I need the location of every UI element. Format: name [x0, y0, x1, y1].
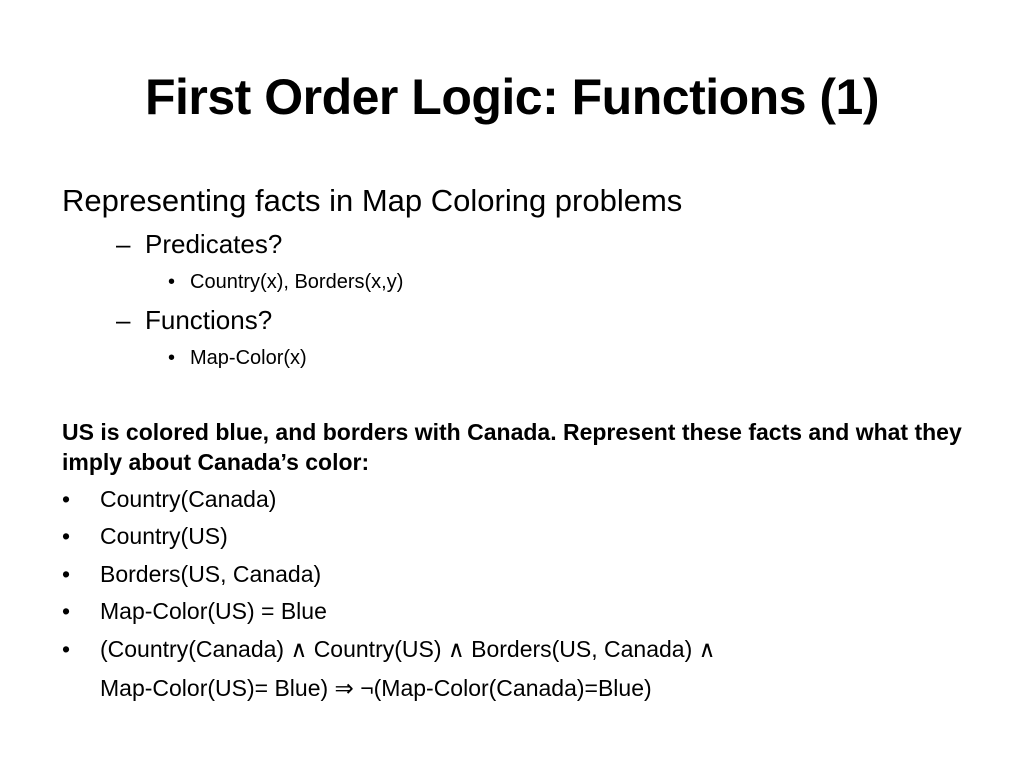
- bullet-marker: •: [62, 636, 71, 662]
- fact-continuation: Map-Color(US)= Blue) ⇒ ¬(Map-Color(Canada)=Blue): [100, 675, 652, 701]
- intro-text: Representing facts in Map Coloring problems: [62, 183, 683, 218]
- fact-text: Map-Color(US) = Blue: [100, 598, 327, 624]
- bullet-marker: •: [168, 271, 176, 293]
- predicates-label: Predicates?: [145, 229, 283, 259]
- slide-title: First Order Logic: Functions (1): [144, 69, 880, 125]
- bullet-marker: •: [62, 561, 71, 587]
- dash-marker: –: [116, 305, 131, 335]
- fact-item: [62, 484, 276, 514]
- problem-statement: US is colored blue, and borders with Canada. Represent these facts and what they imply about Canada’s color:: [62, 419, 962, 475]
- fact-item: [62, 521, 228, 551]
- fact-text: Country(US): [100, 523, 228, 549]
- fact-text: (Country(Canada) ∧ Country(US) ∧ Borders(US, Canada) ∧: [100, 636, 716, 662]
- fact-item: [62, 596, 327, 626]
- dash-marker: –: [116, 229, 131, 259]
- functions-example-item: [168, 344, 307, 372]
- functions-examples: Map-Color(x): [190, 347, 307, 369]
- functions-label: Functions?: [145, 305, 273, 335]
- bullet-marker: •: [168, 347, 176, 369]
- predicates-examples: Country(x), Borders(x,y): [190, 271, 404, 293]
- predicates-item: [116, 227, 282, 261]
- bullet-marker: •: [62, 523, 71, 549]
- bullet-marker: •: [62, 486, 71, 512]
- fact-text: Country(Canada): [100, 486, 277, 512]
- fact-item: [62, 559, 321, 589]
- bullet-marker: •: [62, 598, 71, 624]
- fact-text: Borders(US, Canada): [100, 561, 322, 587]
- fact-item: [62, 634, 716, 664]
- functions-item: [116, 303, 272, 337]
- predicates-example-item: [168, 268, 403, 296]
